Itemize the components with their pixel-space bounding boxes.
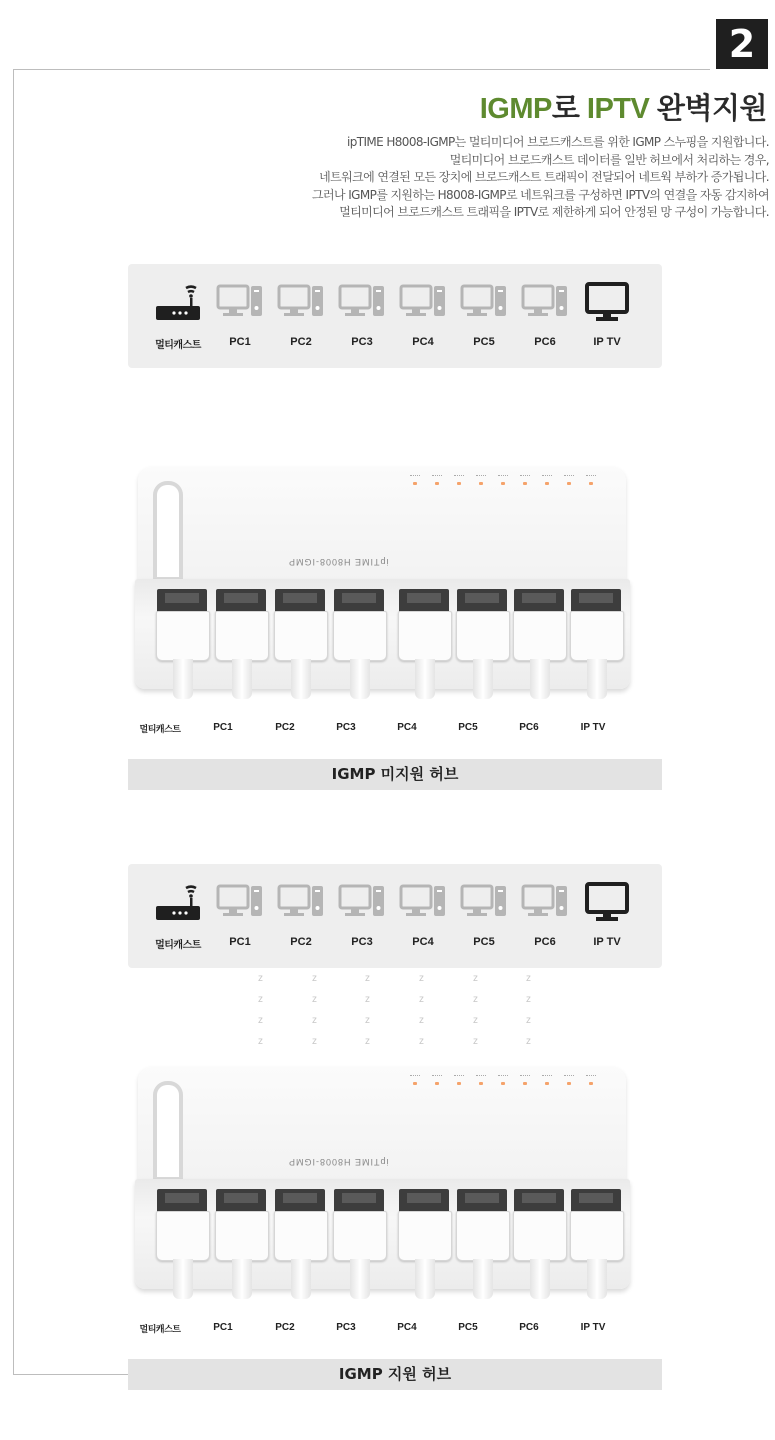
ethernet-cable [291, 659, 311, 699]
switch-brand-label: ipTIME H8008-IGMP [288, 557, 389, 567]
port-led-icon [430, 475, 444, 485]
pc-icon [210, 280, 270, 324]
sleep-z-icon: z [419, 994, 424, 1005]
ethernet-cable [173, 1259, 193, 1299]
port-label: PC5 [458, 1322, 478, 1333]
sleep-z-icon: z [258, 1015, 263, 1026]
sleep-z-icon: z [365, 1036, 370, 1047]
caption-non-igmp: IGMP 미지원 허브 [128, 759, 662, 790]
device-multicast [148, 880, 208, 951]
led-row [408, 1075, 598, 1085]
device-label: PC1 [229, 336, 251, 348]
pc-icon [271, 280, 331, 324]
frame-top-line [13, 69, 710, 70]
device-panel-igmp [128, 864, 662, 968]
pc-icon [454, 880, 514, 924]
pc-icon [515, 880, 575, 924]
device-label: PC3 [351, 336, 373, 348]
ethernet-plug-icon [513, 1211, 567, 1261]
device-iptv [577, 280, 637, 348]
device-pc4 [393, 280, 453, 348]
port-label: PC1 [213, 722, 233, 733]
ethernet-cable [587, 659, 607, 699]
ethernet-cable [587, 1259, 607, 1299]
device-label: IP TV [593, 936, 621, 948]
sleep-z-icon: z [526, 994, 531, 1005]
ethernet-cable [232, 659, 252, 699]
device-label: PC4 [412, 936, 434, 948]
port-led-icon [452, 475, 466, 485]
port-led-icon [584, 475, 598, 485]
ethernet-plug-icon [156, 1211, 210, 1261]
ethernet-cable [415, 659, 435, 699]
ethernet-cable [530, 659, 550, 699]
sleep-z-icon: z [419, 1036, 424, 1047]
device-pc2 [271, 280, 331, 348]
section-number-badge: 2 [716, 19, 768, 69]
port-label: PC4 [397, 1322, 417, 1333]
ethernet-plug-icon [274, 611, 328, 661]
sleep-z-icon: z [473, 1036, 478, 1047]
sleep-z-icon: z [473, 994, 478, 1005]
device-label: PC3 [351, 936, 373, 948]
device-label: PC5 [473, 336, 495, 348]
router-wifi-icon [148, 280, 208, 324]
device-pc2 [271, 880, 331, 948]
device-pc1 [210, 280, 270, 348]
sleep-z-icon: z [526, 1036, 531, 1047]
ethernet-cable [232, 1259, 252, 1299]
port-label: PC3 [336, 722, 356, 733]
switch-top-surface [138, 1067, 626, 1185]
pc-icon [332, 280, 392, 324]
ethernet-cable [291, 1259, 311, 1299]
port-label: PC2 [275, 722, 295, 733]
title-ro: 로 [551, 93, 587, 125]
pc-icon [515, 280, 575, 324]
ethernet-cable [350, 1259, 370, 1299]
ethernet-plug-icon [513, 611, 567, 661]
sleep-z-icon: z [312, 1015, 317, 1026]
device-pc4 [393, 880, 453, 948]
device-label: 멀티캐스트 [155, 340, 201, 351]
sleep-z-icon: z [258, 994, 263, 1005]
sleep-z-icon: z [312, 994, 317, 1005]
ethernet-cable [173, 659, 193, 699]
ethernet-plug-icon [215, 1211, 269, 1261]
pc-icon [454, 280, 514, 324]
device-pc5 [454, 280, 514, 348]
port-led-icon [474, 475, 488, 485]
ethernet-plug-icon [156, 611, 210, 661]
ethernet-plug-icon [570, 1211, 624, 1261]
sleep-z-icon: z [365, 994, 370, 1005]
port-label: PC6 [519, 722, 539, 733]
sleep-z-icon: z [419, 973, 424, 984]
ethernet-plug-icon [456, 1211, 510, 1261]
port-led-icon [430, 1075, 444, 1085]
port-label: PC1 [213, 1322, 233, 1333]
pc-icon [210, 880, 270, 924]
port-label: PC6 [519, 1322, 539, 1333]
pc-icon [332, 880, 392, 924]
device-pc6 [515, 880, 575, 948]
ethernet-cable [350, 659, 370, 699]
led-row [408, 475, 598, 485]
ethernet-cable [473, 1259, 493, 1299]
port-led-icon [408, 475, 422, 485]
device-label: PC6 [534, 936, 556, 948]
port-led-icon [496, 1075, 510, 1085]
sleep-z-icon: z [473, 1015, 478, 1026]
device-label: PC2 [290, 936, 312, 948]
sleep-z-icon: z [312, 973, 317, 984]
pc-icon [393, 880, 453, 924]
device-pc3 [332, 280, 392, 348]
device-pc5 [454, 880, 514, 948]
ethernet-plug-icon [398, 611, 452, 661]
description-line: 그러나 IGMP를 지원하는 H8008-IGMP로 네트워크를 구성하면 IPTV의 연결을 자동 감지하여 [312, 187, 769, 202]
device-label: PC5 [473, 936, 495, 948]
description [209, 134, 769, 222]
port-label: PC2 [275, 1322, 295, 1333]
device-pc1 [210, 880, 270, 948]
device-multicast [148, 280, 208, 351]
device-label: PC6 [534, 336, 556, 348]
port-led-icon [562, 475, 576, 485]
port-label: PC3 [336, 1322, 356, 1333]
ethernet-plug-icon [456, 611, 510, 661]
port-label: PC4 [397, 722, 417, 733]
device-pc6 [515, 280, 575, 348]
sleep-z-icon: z [419, 1015, 424, 1026]
port-led-icon [408, 1075, 422, 1085]
switch-top-surface [138, 467, 626, 585]
ethernet-plug-icon [398, 1211, 452, 1261]
tv-monitor-icon [577, 880, 637, 924]
port-label: IP TV [580, 1322, 606, 1333]
sleep-z-icon: z [365, 1015, 370, 1026]
device-label: PC1 [229, 936, 251, 948]
ethernet-cable [415, 1259, 435, 1299]
sleep-z-icon: z [312, 1036, 317, 1047]
description-line: 네트워크에 연결된 모든 장치에 브로드캐스트 트래픽이 전달되어 네트웍 부하가 증가됩니다. [319, 170, 769, 184]
title-iptv: IPTV [586, 93, 650, 125]
port-label: 멀티캐스트 [139, 724, 181, 734]
port-label: IP TV [580, 722, 606, 733]
device-label: PC2 [290, 336, 312, 348]
device-label: IP TV [593, 336, 621, 348]
device-iptv [577, 880, 637, 948]
sleep-z-icon: z [258, 973, 263, 984]
ethernet-plug-icon [333, 1211, 387, 1261]
ethernet-plug-icon [333, 611, 387, 661]
port-led-icon [496, 475, 510, 485]
port-led-icon [540, 1075, 554, 1085]
port-led-icon [540, 475, 554, 485]
description-line: 멀티미디어 브로드캐스트 데이터를 일반 허브에서 처리하는 경우, [449, 152, 769, 167]
description-line: 멀티미디어 브로드캐스트 트래픽을 IPTV로 제한하게 되어 안정된 망 구성이 가능합니다. [339, 205, 769, 219]
sleep-z-icon: z [365, 973, 370, 984]
sleep-z-icon: z [526, 973, 531, 984]
sleep-z-icon: z [526, 1015, 531, 1026]
switch-handle [153, 481, 183, 581]
title-igmp: IGMP [479, 93, 552, 125]
ethernet-cable [530, 1259, 550, 1299]
device-panel-non-igmp [128, 264, 662, 368]
port-label: PC5 [458, 722, 478, 733]
description-line: ipTIME H8008-IGMP는 멀티미디어 브로드캐스트를 위한 IGMP 스누핑을 지원합니다. [346, 135, 769, 149]
caption-igmp: IGMP 지원 허브 [128, 1359, 662, 1390]
frame-left-line [13, 69, 14, 1375]
switch-handle [153, 1081, 183, 1181]
ethernet-plug-icon [215, 611, 269, 661]
port-led-icon [452, 1075, 466, 1085]
pc-icon [393, 280, 453, 324]
ethernet-plug-icon [274, 1211, 328, 1261]
port-led-icon [474, 1075, 488, 1085]
tv-monitor-icon [577, 280, 637, 324]
sleep-z-icon: z [258, 1036, 263, 1047]
device-label: 멀티캐스트 [155, 940, 201, 951]
switch-igmp [135, 1067, 630, 1307]
ethernet-plug-icon [570, 611, 624, 661]
ethernet-cable [473, 659, 493, 699]
title-support: 완벽지원 [649, 93, 767, 125]
switch-brand-label: ipTIME H8008-IGMP [288, 1157, 389, 1167]
device-label: PC4 [412, 336, 434, 348]
device-pc3 [332, 880, 392, 948]
sleep-z-icon: z [473, 973, 478, 984]
port-led-icon [518, 475, 532, 485]
page-title [480, 86, 767, 127]
switch-non-igmp [135, 467, 630, 707]
frame-bottom-line [13, 1374, 129, 1375]
pc-icon [271, 880, 331, 924]
port-label: 멀티캐스트 [139, 1324, 181, 1334]
router-wifi-icon [148, 880, 208, 924]
port-led-icon [562, 1075, 576, 1085]
port-led-icon [584, 1075, 598, 1085]
port-led-icon [518, 1075, 532, 1085]
